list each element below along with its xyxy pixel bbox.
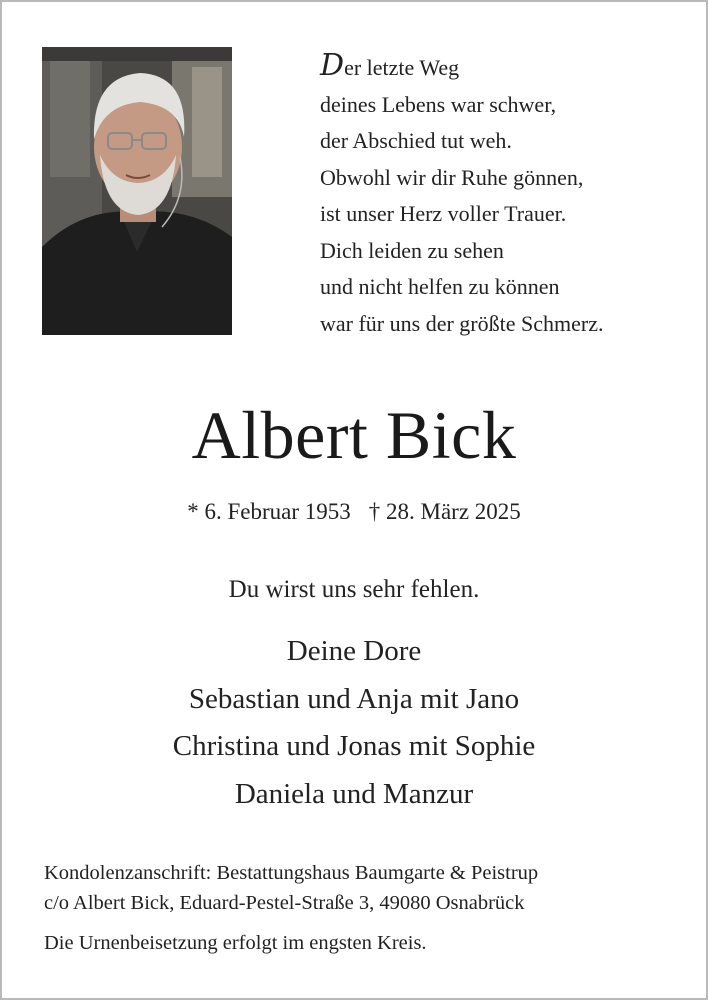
poem-line: ist unser Herz voller Trauer. bbox=[320, 201, 567, 226]
poem-line: und nicht helfen zu können bbox=[320, 274, 560, 299]
portrait-photo bbox=[42, 47, 232, 335]
poem-first-line bbox=[320, 48, 603, 87]
family-member: Daniela und Manzur bbox=[234, 777, 474, 810]
burial-note: Die Urnenbeisetzung erfolgt im engsten Kreis. bbox=[44, 932, 427, 954]
poem bbox=[320, 48, 603, 342]
death-date: † 28. März 2025 bbox=[368, 499, 521, 524]
condolence-address-line2: c/o Albert Bick, Eduard-Pestel-Straße 3, 49080 Osnabrück bbox=[44, 892, 525, 914]
family-member: Deine Dore bbox=[286, 635, 422, 667]
life-dates bbox=[2, 495, 706, 529]
poem-line: Obwohl wir dir Ruhe gönnen, bbox=[320, 164, 584, 190]
poem-line: deines Lebens war schwer, bbox=[320, 91, 557, 117]
footer bbox=[44, 858, 538, 958]
poem-line: war für uns der größte Schmerz. bbox=[320, 310, 604, 336]
poem-first-line-text: er letzte Weg bbox=[344, 55, 460, 80]
deceased-name: Albert Bick bbox=[191, 397, 517, 473]
poem-line: der Abschied tut weh. bbox=[320, 128, 512, 153]
family-member: Sebastian und Anja mit Jano bbox=[188, 682, 520, 715]
poem-line: Dich leiden zu sehen bbox=[320, 237, 504, 263]
portrait-photo-icon bbox=[42, 47, 232, 335]
family-list bbox=[2, 628, 706, 818]
poem-initial: D bbox=[320, 48, 345, 83]
condolence-address-line1: Kondolenzanschrift: Bestattungshaus Baumgarte & Peistrup bbox=[44, 862, 539, 884]
birth-date: * 6. Februar 1953 bbox=[187, 499, 351, 524]
farewell-message: Du wirst uns sehr fehlen. bbox=[228, 576, 480, 603]
family-member: Christina und Jonas mit Sophie bbox=[172, 730, 536, 762]
